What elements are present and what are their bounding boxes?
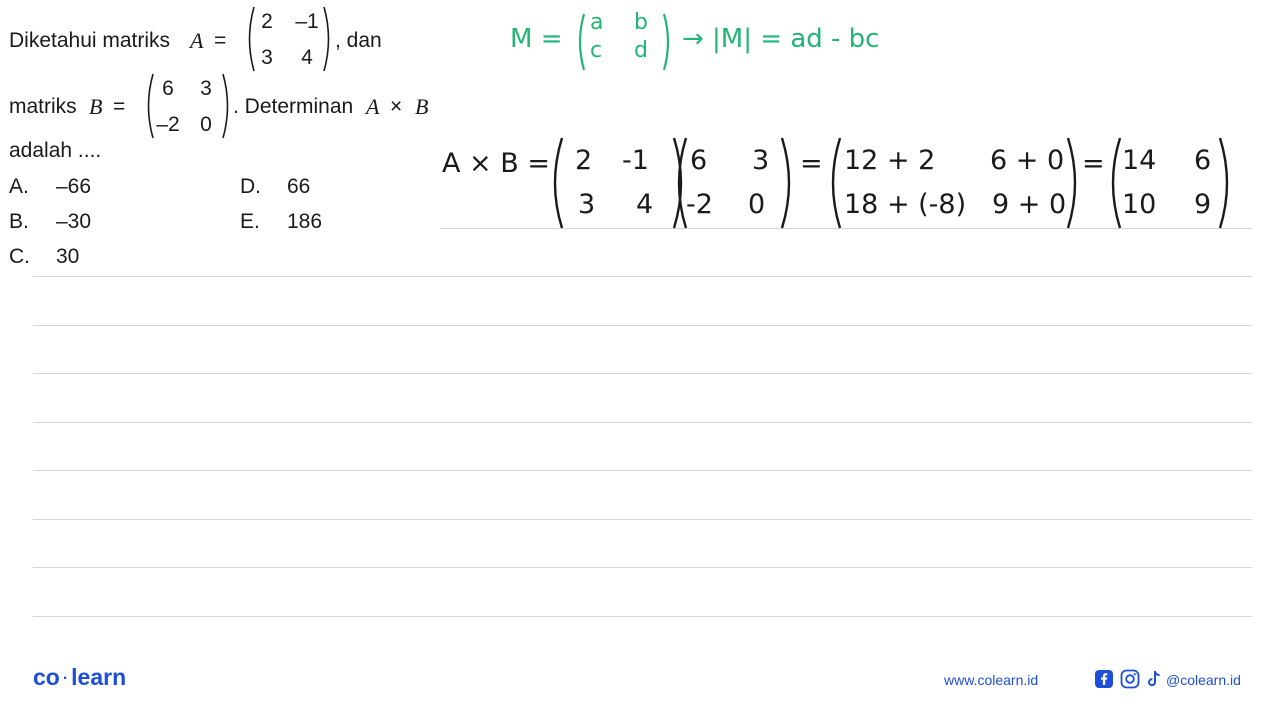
rule-line [33,470,1252,471]
option-letter: E. [240,210,260,233]
logo-text-co: co [33,664,60,690]
m3-cell: 12 + 2 [844,145,936,176]
facebook-icon[interactable] [1094,669,1114,689]
m4-cell: 6 [1194,145,1212,176]
m4-cell: 9 [1194,189,1212,220]
rule-line [33,325,1252,326]
product-b-name: B [415,94,429,119]
option-value: 30 [56,245,80,268]
option-letter: B. [9,210,29,233]
matrix-b-cell: 6 [162,77,174,100]
times-sign: × [390,95,403,118]
formula-lhs: M = [510,24,563,54]
question-line1-suffix: , dan [335,29,382,52]
rule-line [33,616,1252,617]
matrix-a-cell: 2 [261,10,273,33]
formula-matrix-cell: c [590,38,603,63]
formula-matrix-cell: d [634,38,648,63]
equals-sign: = [214,29,227,52]
matrix-b-cell: 3 [200,77,212,100]
m1-cell: 4 [636,189,654,220]
product-a-name: A [366,94,380,119]
matrix-a-cell: 4 [301,46,313,69]
option-value: –30 [56,210,92,233]
question-line3: adalah .... [9,139,102,162]
m4-cell: 10 [1122,189,1157,220]
matrix-b-cell: 0 [200,113,212,136]
colearn-logo [33,664,126,691]
rule-line [33,567,1252,568]
equals-sign-2: = [1082,148,1105,179]
matrix-a [244,5,334,73]
rule-line [33,276,1252,277]
logo-text-learn: learn [71,664,127,690]
m1-cell: 3 [578,189,596,220]
m4-cell: 14 [1122,145,1157,176]
matrix-a-cell: 3 [261,46,273,69]
rule-line [33,373,1252,374]
matrix-a-name: A [190,28,204,53]
product-label: A × B = [442,148,550,179]
website-link[interactable]: www.colearn.id [944,672,1039,688]
logo-dot: · [62,669,69,687]
m2-cell: 6 [690,145,708,176]
formula-matrix-cell: a [590,10,604,35]
question-line1-prefix: Diketahui matriks [9,29,171,52]
rule-line [33,422,1252,423]
matrix-b-cell: –2 [156,113,180,136]
m2-cell: 3 [752,145,770,176]
option-letter: C. [9,245,30,268]
m1-cell: 2 [575,145,593,176]
m1-cell: -1 [622,145,649,176]
matrix-b [143,72,233,140]
m3-cell: 9 + 0 [992,189,1067,220]
m3-cell: 18 + (-8) [844,189,967,220]
option-letter: D. [240,175,261,198]
matrix-a-cell: –1 [295,10,319,33]
formula-matrix-cell: b [634,10,648,35]
rule-line [33,519,1252,520]
option-value: 186 [287,210,323,233]
m2-cell: 0 [748,189,766,220]
instagram-icon[interactable] [1120,669,1140,689]
m3-cell: 6 + 0 [990,145,1065,176]
question-line2-prefix: matriks [9,95,77,118]
matrix-b-name: B [89,94,103,119]
tiktok-icon[interactable] [1144,669,1164,689]
m2-cell: -2 [686,189,713,220]
equals-sign: = [113,95,126,118]
option-value: –66 [56,175,92,198]
formula-rhs: → |M| = ad - bc [682,24,880,54]
equals-sign-1: = [800,148,823,179]
m1-parens [548,135,688,231]
social-handle[interactable]: @colearn.id [1166,672,1241,688]
option-letter: A. [9,175,29,198]
question-line2-suffix: . Determinan [233,95,354,118]
option-value: 66 [287,175,311,198]
